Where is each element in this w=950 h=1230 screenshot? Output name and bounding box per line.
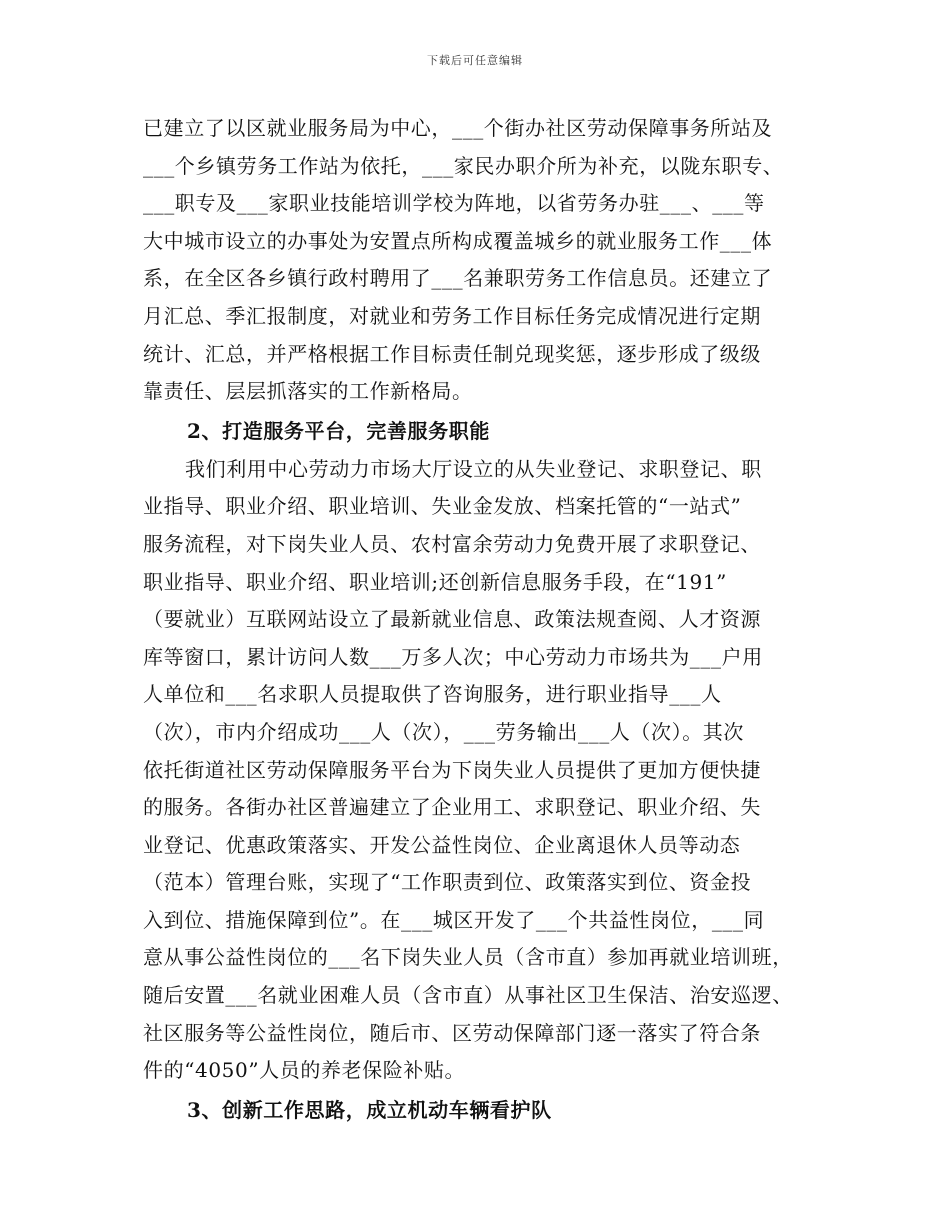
section-heading-3: 3、创新工作思路，成立机动车辆看护队 [187,1097,552,1122]
text-line: ___职专及___家职业技能培训学校为阵地，以省劳务办驻___、___等 [143,191,765,216]
text-line: 我们利用中心劳动力市场大厅设立的从失业登记、求职登记、职 [185,456,762,481]
text-line: 月汇总、季汇报制度，对就业和劳务工作目标任务完成情况进行定期 [143,303,761,328]
text-line: 库等窗口，累计访问人数___万多人次；中心劳动力市场共为___户用 [143,644,763,669]
text-line: 已建立了以区就业服务局为中心，___个街办社区劳动保障事务所站及 [143,116,773,140]
text-line: 职业指导、职业介绍、职业培训;还创新信息服务手段，在“191” [143,569,727,594]
text-line: ___个乡镇劳务工作站为依托，___家民办职介所为补充，以陇东职专、 [143,153,784,178]
text-line: （范本）管理台账，实现了“工作职责到位、政策落实到位、资金投 [143,870,752,895]
text-line: 大中城市设立的办事处为安置点所构成覆盖城乡的就业服务工作___体 [143,228,773,253]
text-line: （次），市内介绍成功___人（次），___劳务输出___人（次）。其次 [143,719,744,744]
text-line: 人单位和___名求职人员提取供了咨询服务，进行职业指导___人 [143,682,722,707]
text-line: 入到位、措施保障到位”。在___城区开发了___个共益性岗位，___同 [143,907,765,932]
text-line: 意从事公益性岗位的___名下岗失业人员（含市直）参加再就业培训班， [143,945,793,970]
section-heading-2: 2、打造服务平台，完善服务职能 [187,418,490,443]
text-line: 的服务。各街办社区普遍建立了企业用工、求职登记、职业介绍、失 [143,795,761,820]
text-line: 依托街道社区劳动保障服务平台为下岗失业人员提供了更加方便快捷 [143,757,761,782]
text-line: 系，在全区各乡镇行政村聘用了___名兼职劳务工作信息员。还建立了 [143,266,773,291]
text-line: 业指导、职业介绍、职业培训、失业金发放、档案托管的“一站式” [143,494,742,519]
text-line: 业登记、优惠政策落实、开发公益性岗位、企业离退休人员等动态 [143,832,741,857]
text-line: 服务流程，对下岗失业人员、农村富余劳动力免费开展了求职登记、 [143,531,761,556]
text-line: （要就业）互联网站设立了最新就业信息、政策法规查阅、人才资源 [143,607,761,632]
text-line: 靠责任、层层抓落实的工作新格局。 [143,379,473,404]
paragraph-1 [143,110,813,411]
text-line: 统计、汇总，并严格根据工作目标责任制兑现奖惩，逐步形成了级级 [143,341,761,366]
page-header-note: 下载后可任意编辑 [427,54,523,67]
text-line: 社区服务等公益性岗位，随后市、区劳动保障部门逐一落实了符合条 [143,1020,761,1045]
text-line: 随后安置___名就业困难人员（含市直）从事社区卫生保洁、治安巡逻、 [143,983,793,1008]
text-line: 件的“4050”人员的养老保险补贴。 [143,1058,466,1083]
paragraph-2 [143,451,813,1090]
document-body [143,110,813,1130]
